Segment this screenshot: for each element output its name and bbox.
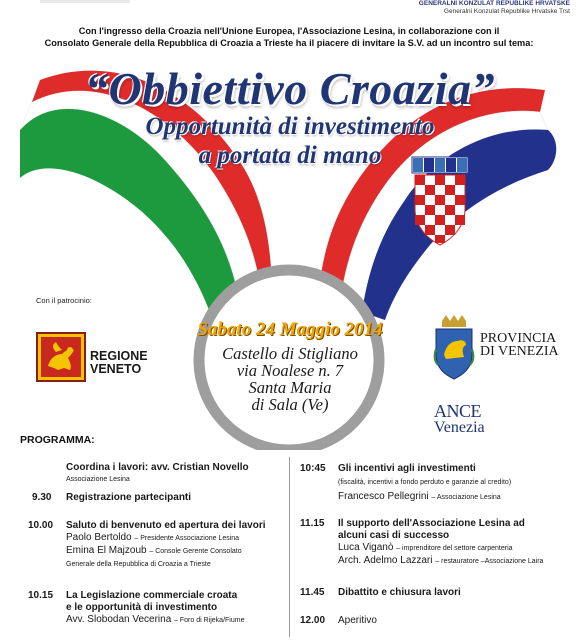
time-1200: 12.00 bbox=[300, 615, 326, 626]
regione-veneto-logo bbox=[36, 332, 166, 382]
ance-venezia-logo bbox=[434, 402, 514, 436]
provincia-label bbox=[480, 332, 559, 358]
venue-line3: Santa Maria bbox=[248, 378, 332, 397]
lion-of-st-mark-icon bbox=[36, 332, 86, 382]
coordinator-sub: Associazione Lesina bbox=[66, 476, 130, 483]
note-1045: (fiscalità, incentivi a fondo perduto e garanzie al credito) bbox=[338, 479, 512, 486]
consulate-line1: GENERALNI KONZULAT REPUBLIKE HRVATSKE bbox=[418, 0, 570, 7]
name-1000-2: Emina El Majzoub bbox=[66, 545, 147, 556]
head-1015-2: e le opportunità di investimento bbox=[66, 602, 218, 613]
time-1115: 11.15 bbox=[300, 518, 325, 529]
time-1145: 11.45 bbox=[300, 587, 325, 598]
patronage-label: Con il patrocinio: bbox=[36, 296, 92, 305]
role-1045: – Associazione Lesina bbox=[431, 494, 501, 501]
programme-item-coordinator bbox=[66, 462, 286, 486]
provincia-line2: DI VENEZIA bbox=[480, 344, 559, 359]
name-1115-2: Arch. Adelmo Lazzari bbox=[338, 555, 433, 566]
consulate-header bbox=[419, 0, 570, 16]
role-1115-2: – restauratore –Associazione Laira bbox=[435, 558, 544, 565]
event-title: “Obbiettivo Croazia” bbox=[85, 63, 495, 114]
provincia-line1: PROVINCIA bbox=[480, 331, 557, 346]
ance-line1: ANCE bbox=[434, 401, 481, 421]
regione-line1: REGIONE bbox=[90, 349, 148, 363]
consulate-line2: Generalni Konzulat Republike Hrvatske Trst bbox=[443, 8, 570, 15]
time-930: 9.30 bbox=[32, 492, 52, 503]
provincia-venezia-logo bbox=[432, 315, 572, 385]
subtitle-line1: Opportunità di investimento bbox=[145, 113, 435, 140]
time-1015: 10.15 bbox=[28, 590, 54, 601]
regione-label bbox=[90, 350, 148, 376]
head-1145: Dibattito e chiusura lavori bbox=[338, 587, 461, 598]
head-1000: Saluto di benvenuto ed apertura dei lavori bbox=[66, 520, 266, 531]
regione-line2: VENETO bbox=[90, 362, 142, 376]
name-1045: Francesco Pellegrini bbox=[338, 491, 429, 502]
name-1115-1: Luca Viganò bbox=[338, 542, 394, 553]
head-1200: Aperitivo bbox=[338, 615, 377, 626]
intro-line1: Con l'ingresso della Croazia nell'Unione Europea, l'Associazione Lesina, in collaborazione con il bbox=[78, 26, 500, 36]
programme-label: PROGRAMMA: bbox=[20, 434, 95, 446]
head-1115-2: alcuni casi di successo bbox=[338, 530, 450, 541]
head-1115-1: Il supporto dell'Associazione Lesina ad bbox=[338, 518, 525, 529]
head-930: Registrazione partecipanti bbox=[66, 492, 192, 503]
name-1015: Avv. Slobodan Vecerina bbox=[66, 614, 172, 625]
role-1015: – Foro di Rijeka/Fiume bbox=[174, 617, 245, 624]
coordinator-head: Coordina i lavori: avv. Cristian Novello bbox=[66, 462, 249, 473]
provincia-crest-icon bbox=[432, 315, 476, 381]
event-date: Sabato 24 Maggio 2014 bbox=[197, 319, 383, 340]
time-1000: 10.00 bbox=[28, 520, 54, 531]
time-1045: 10:45 bbox=[300, 463, 326, 474]
intro-line2: Consolato Generale della Repubblica di Croazia a Trieste ha il piacere di invitare la S.V. ad un incontro sul tema: bbox=[44, 38, 534, 48]
role-1000-1: – Presidente Associazione Lesina bbox=[134, 535, 240, 542]
head-1015-1: La Legislazione commerciale croata bbox=[66, 590, 238, 601]
role-1000-2b: Generale della Repubblica di Croazia a Trieste bbox=[66, 561, 211, 568]
intro-text bbox=[10, 25, 568, 49]
venue-line2: via Noalese n. 7 bbox=[236, 361, 344, 380]
head-1045: Gli incentivi agli investimenti bbox=[338, 463, 476, 474]
ance-line2: Venezia bbox=[434, 419, 485, 436]
event-details bbox=[180, 318, 400, 413]
name-1000-1: Paolo Bertoldo bbox=[66, 532, 132, 543]
role-1000-2: – Console Gerente Consolato bbox=[149, 548, 242, 555]
venue-line4: di Sala (Ve) bbox=[251, 395, 329, 414]
venue-line1: Castello di Stigliano bbox=[222, 344, 358, 363]
role-1115-1: – imprenditore del settore carpenteria bbox=[396, 545, 513, 552]
subtitle-line2: a portata di mano bbox=[198, 142, 382, 169]
